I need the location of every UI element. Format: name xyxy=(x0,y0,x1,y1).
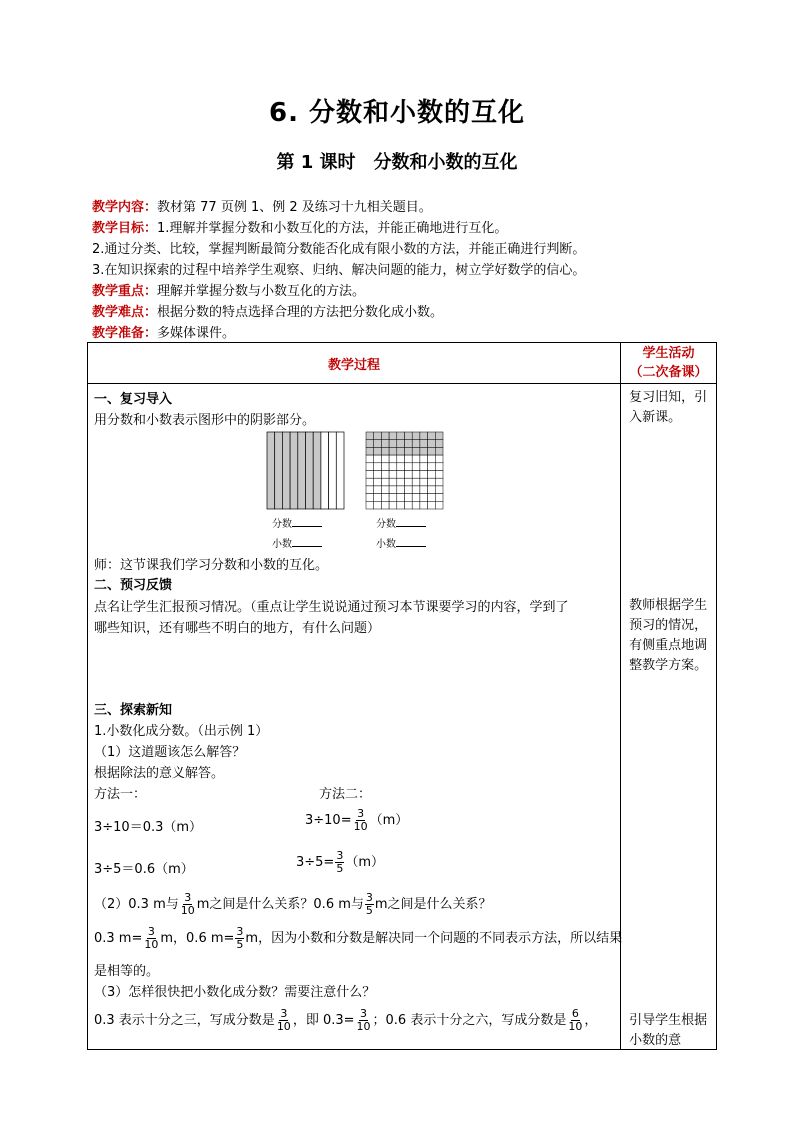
grid-cell xyxy=(374,447,382,455)
grid-cell xyxy=(412,494,420,502)
grid-cell xyxy=(412,463,420,471)
section-1-title: 一、复习导入 xyxy=(94,392,173,407)
grid-cell xyxy=(366,486,374,494)
eq1-left: 3÷10＝0.3（m） xyxy=(94,820,203,835)
grid-cell xyxy=(366,455,374,463)
prep-line xyxy=(92,323,732,344)
prep-label: 教学准备： xyxy=(92,326,158,341)
grid-cell xyxy=(389,432,397,440)
goal-label: 教学目标： xyxy=(92,221,158,236)
stripe-cell xyxy=(282,432,290,509)
grid-cell xyxy=(428,447,436,455)
grid-cell xyxy=(397,440,405,448)
grid-cell xyxy=(366,501,374,509)
grid-cell xyxy=(397,471,405,479)
grid-cell xyxy=(366,463,374,471)
grid-cell xyxy=(389,447,397,455)
grid-cell xyxy=(405,463,413,471)
section-3-item1: 1.小数化成分数。（出示例 1） xyxy=(94,724,269,739)
grid-cell xyxy=(389,494,397,502)
grid-cell xyxy=(405,455,413,463)
grid-cell xyxy=(389,463,397,471)
grid-cell xyxy=(428,501,436,509)
grid-cell xyxy=(435,486,443,494)
grid-cell xyxy=(412,432,420,440)
content-text: 教材第 77 页例 1、例 2 及练习十九相关题目。 xyxy=(157,200,432,215)
goal-1: 1.理解并掌握分数和小数互化的方法，并能正确地进行互化。 xyxy=(157,221,508,236)
grid-cell xyxy=(389,486,397,494)
grid-cell xyxy=(428,486,436,494)
grid-cell xyxy=(381,501,389,509)
grid-cell xyxy=(381,432,389,440)
key-line xyxy=(92,281,732,302)
grid-cell xyxy=(381,455,389,463)
grid-cell xyxy=(412,478,420,486)
grid-cell xyxy=(428,463,436,471)
grid-cell xyxy=(389,478,397,486)
grid-cell xyxy=(420,440,428,448)
grid-cell xyxy=(366,478,374,486)
grid-cell xyxy=(435,494,443,502)
grid-cell xyxy=(435,471,443,479)
grid-cell xyxy=(420,478,428,486)
stripe-cell xyxy=(290,432,298,509)
question-3: （3）怎样很快把小数化成分数？需要注意什么？ xyxy=(94,985,376,1000)
side-note-3: 引导学生根据小数的意 xyxy=(629,1013,708,1048)
lesson-table xyxy=(87,342,717,1050)
side-note-1: 复习旧知，引入新课。 xyxy=(629,390,708,425)
grid-cell xyxy=(412,440,420,448)
grid-cell xyxy=(435,478,443,486)
grid-cell xyxy=(428,455,436,463)
grid-cell xyxy=(389,471,397,479)
grid-cell xyxy=(366,440,374,448)
grid-cell xyxy=(374,471,382,479)
section-3-q1: （1）这道题该怎么解答？ xyxy=(94,745,246,760)
grid-cell xyxy=(405,447,413,455)
grid-cell xyxy=(381,471,389,479)
grid-cell xyxy=(420,447,428,455)
page-title: 6. 分数和小数的互化 xyxy=(268,98,526,128)
grid-cell xyxy=(397,501,405,509)
grid-cell xyxy=(374,501,382,509)
side-note-2: 教师根据学生预习的情况，有侧重点地调整教学方案。 xyxy=(629,598,708,673)
grid-cell xyxy=(428,471,436,479)
grid-cell xyxy=(366,432,374,440)
prep-text: 多媒体课件。 xyxy=(157,326,236,341)
key-label: 教学重点： xyxy=(92,284,158,299)
section-2-text-1: 点名让学生汇报预习情况。（重点让学生说说通过预习本节课要学习的内容，学到了 xyxy=(94,600,569,615)
grid-cell xyxy=(374,455,382,463)
stripe-cell xyxy=(275,432,283,509)
grid-cell xyxy=(435,432,443,440)
grid-cell xyxy=(435,501,443,509)
fig1-decimal-label: 小数 xyxy=(272,535,322,550)
grid-cell xyxy=(397,494,405,502)
grid-cell xyxy=(428,494,436,502)
fig2-fraction-label: 分数 xyxy=(376,515,426,530)
section-2-title: 二、预习反馈 xyxy=(94,578,173,593)
eq2-right: 3÷5= $\frac{3}{5}$ （m） xyxy=(296,849,384,875)
header-right-2: （二次备课） xyxy=(629,365,708,380)
goal-3: 3.在知识探索的过程中培养学生观察、归纳、解决问题的能力，树立学好数学的信心。 xyxy=(92,263,586,278)
grid-cell xyxy=(381,486,389,494)
stripe-cell xyxy=(321,432,329,509)
grid-cell xyxy=(420,501,428,509)
grid-cell xyxy=(405,471,413,479)
grid-cell xyxy=(381,463,389,471)
grid-cell xyxy=(397,455,405,463)
key-text: 理解并掌握分数与小数互化的方法。 xyxy=(157,284,366,299)
grid-cell xyxy=(420,471,428,479)
grid-cell xyxy=(412,447,420,455)
stripe-cell xyxy=(329,432,337,509)
section-1-teacher: 师：这节课我们学习分数和小数的互化。 xyxy=(94,558,329,573)
grid-cell xyxy=(374,440,382,448)
grid-cell xyxy=(405,501,413,509)
difficulty-text: 根据分数的特点选择合理的方法把分数化成小数。 xyxy=(157,305,444,320)
difficulty-label: 教学难点： xyxy=(92,305,158,320)
grid-cell xyxy=(381,494,389,502)
header-teaching-process: 教学过程 xyxy=(88,343,621,384)
grid-cell xyxy=(397,486,405,494)
fig2-decimal-label: 小数 xyxy=(376,535,426,550)
grid-cell xyxy=(381,440,389,448)
fig1-fraction-label: 分数 xyxy=(272,515,322,530)
grid-cell xyxy=(435,463,443,471)
method-2-label: 方法二： xyxy=(319,787,372,802)
grid-cell xyxy=(412,501,420,509)
goal-2: 2.通过分类、比较，掌握判断最简分数能否化成有限小数的方法，并能正确进行判断。 xyxy=(92,242,586,257)
goal-line xyxy=(92,218,732,239)
grid-cell xyxy=(366,471,374,479)
grid-cell xyxy=(412,455,420,463)
grid-cell xyxy=(381,447,389,455)
answer-2: 0.3 m= $\frac{3}{10}$ m，0.6 m= $\frac{3}{5}$ m，因为小数和分数是解决同一个问题的不同表示方法，所以结果 xyxy=(94,925,623,951)
grid-cell xyxy=(435,440,443,448)
student-activity-cell xyxy=(621,384,717,1050)
grid-cell xyxy=(389,455,397,463)
grid-cell xyxy=(374,486,382,494)
grid-cell xyxy=(405,440,413,448)
grid-cell xyxy=(374,432,382,440)
grid-cell xyxy=(374,463,382,471)
grid-cell xyxy=(397,447,405,455)
answer-3: 0.3 表示十分之三，写成分数是 $\frac{3}{10}$ ，即 0.3= $\frac{3}{10}$ ；0.6 表示十分之六，写成分数是 $\frac{6}{10}$ ， xyxy=(94,1007,598,1033)
grid-cell xyxy=(405,486,413,494)
grid-cell xyxy=(428,478,436,486)
grid-cell xyxy=(389,501,397,509)
stripe-figure xyxy=(266,431,346,511)
grid-cell xyxy=(374,494,382,502)
grid-cell xyxy=(366,494,374,502)
content-line xyxy=(92,197,732,218)
stripe-cell xyxy=(313,432,321,509)
grid-cell xyxy=(381,478,389,486)
grid-cell xyxy=(405,432,413,440)
grid-cell xyxy=(420,486,428,494)
stripe-cell xyxy=(306,432,314,509)
teaching-process-cell xyxy=(88,384,621,1050)
method-1-label: 方法一： xyxy=(94,787,147,802)
stripe-cell xyxy=(267,432,275,509)
answer-2-cont: 是相等的。 xyxy=(94,964,160,979)
eq2-left: 3÷5＝0.6（m） xyxy=(94,862,194,877)
lesson-subtitle: 第 1 课时 分数和小数的互化 xyxy=(276,152,518,173)
grid-cell xyxy=(435,455,443,463)
grid-cell xyxy=(397,432,405,440)
header-right-1: 学生活动 xyxy=(642,346,695,361)
grid-cell xyxy=(397,478,405,486)
section-1-text: 用分数和小数表示图形中的阴影部分。 xyxy=(94,413,316,428)
eq1-right: 3÷10= $\frac{3}{10}$ （m） xyxy=(305,807,409,833)
stripe-cell xyxy=(298,432,306,509)
grid-cell xyxy=(374,478,382,486)
difficulty-line xyxy=(92,302,732,323)
stripe-cell xyxy=(336,432,344,509)
grid-cell xyxy=(428,440,436,448)
lesson-meta xyxy=(92,197,732,344)
content-label: 教学内容： xyxy=(92,200,158,215)
grid-cell xyxy=(366,447,374,455)
section-3-q1-answer: 根据除法的意义解答。 xyxy=(94,766,225,781)
grid-cell xyxy=(412,471,420,479)
grid-cell xyxy=(420,494,428,502)
section-2-text-2: 哪些知识，还有哪些不明白的地方，有什么问题） xyxy=(94,621,381,636)
grid-cell xyxy=(420,463,428,471)
grid-cell xyxy=(420,455,428,463)
grid-cell xyxy=(405,478,413,486)
section-3-title: 三、探索新知 xyxy=(94,703,173,718)
header-student-activity xyxy=(621,343,717,384)
grid-cell xyxy=(405,494,413,502)
grid-figure xyxy=(365,431,445,511)
grid-cell xyxy=(389,440,397,448)
grid-cell xyxy=(435,447,443,455)
grid-cell xyxy=(412,486,420,494)
grid-cell xyxy=(420,432,428,440)
grid-cell xyxy=(397,463,405,471)
grid-cell xyxy=(428,432,436,440)
question-2: （2）0.3 m与 $\frac{3}{10}$ m之间是什么关系？0.6 m与 $\frac{3}{5}$ m之间是什么关系？ xyxy=(94,891,492,917)
